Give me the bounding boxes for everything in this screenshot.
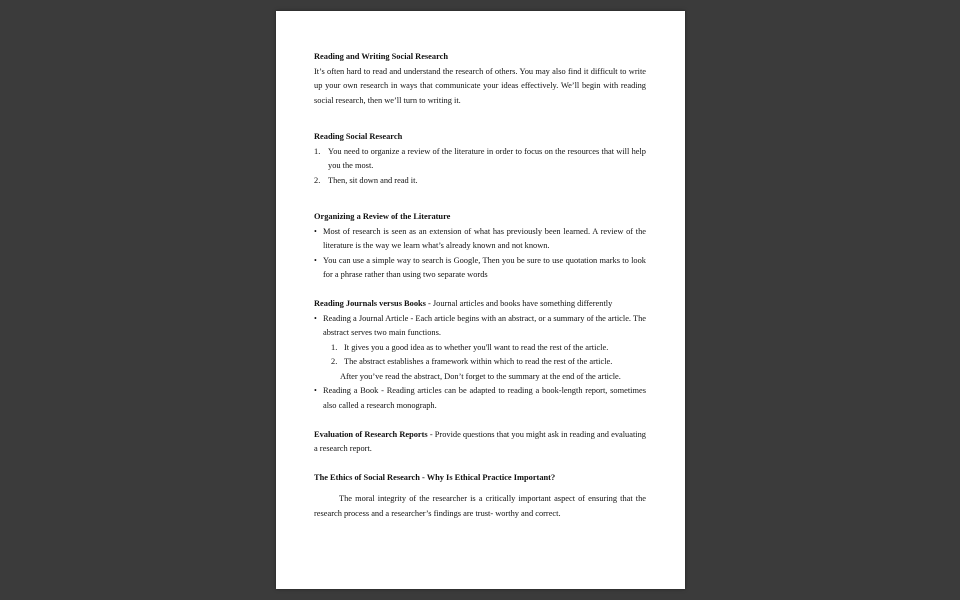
- list-item-text: Reading a Journal Article - Each article begins with an abstract, or a summary of the article. The abstract serves two main functions.: [323, 313, 646, 337]
- document-page: [276, 11, 685, 589]
- list-item: [314, 254, 646, 283]
- section-heading: Organizing a Review of the Literature: [314, 212, 451, 221]
- paragraph: It’s often hard to read and understand the research of others. You may also find it difficult to write up your own research in ways that communicate your ideas effectively. We’ll begin with reading social research, then we’ll turn to writing it.: [314, 66, 646, 105]
- list-item: [327, 355, 646, 370]
- section-heading: Evaluation of Research Reports: [314, 429, 428, 439]
- bullet-icon: •: [314, 226, 317, 236]
- paragraph: The moral integrity of the researcher is a critically important aspect of ensuring that the research process and a researcher’s findings are trust- worthy and correct.: [314, 493, 646, 518]
- section-heading: Reading Journals versus Books: [314, 299, 426, 308]
- list-item-text: It gives you a good idea as to whether you'll want to read the rest of the article.: [344, 342, 609, 352]
- list-item-text: Then, sit down and read it.: [328, 175, 418, 185]
- section-heading: The Ethics of Social Research - Why Is Ethical Practice Important?: [314, 473, 556, 482]
- bullet-list: [314, 225, 646, 283]
- list-item: [327, 341, 646, 356]
- heading-description: - Journal articles and books have something differently: [425, 299, 613, 308]
- list-number: 2.: [331, 357, 338, 366]
- bullet-icon: •: [314, 386, 317, 395]
- bullet-list: [314, 312, 646, 414]
- numbered-list: [314, 145, 646, 189]
- list-item-text: Reading a Book - Reading articles can be adapted to reading a book-length report, sometimes also called a research monograph.: [323, 386, 646, 410]
- list-item: [314, 384, 646, 413]
- list-number: 1.: [314, 146, 321, 156]
- list-item-text: Most of research is seen as an extension of what has previously been learned. A review of the literature is the way we learn what’s already known and not known.: [323, 226, 646, 250]
- list-item-text: You need to organize a review of the literature in order to focus on the resources that will help you the most.: [328, 146, 646, 170]
- section-heading: Reading Social Research: [314, 132, 403, 141]
- section-heading-line: [314, 428, 646, 457]
- list-item: [314, 145, 646, 174]
- numbered-sublist: [323, 341, 646, 370]
- list-number: 2.: [314, 175, 321, 185]
- page-content: [314, 50, 646, 522]
- list-item-text: You can use a simple way to search is Google, Then you be sure to use quotation marks to look for a phrase rather than using two separate words: [323, 255, 646, 279]
- section-heading-line: [314, 297, 646, 312]
- list-item: [314, 225, 646, 254]
- list-item: [314, 312, 646, 385]
- note-line: After you’ve read the abstract, Don’t forget to the summary at the end of the article.: [340, 371, 621, 381]
- section-heading: Reading and Writing Social Research: [314, 52, 449, 61]
- list-item-text: The abstract establishes a framework within which to read the rest of the article.: [344, 357, 613, 366]
- list-item: [314, 174, 646, 189]
- list-number: 1.: [331, 342, 338, 352]
- bullet-icon: •: [314, 313, 317, 323]
- heading-description: - Provide questions that you might ask in reading and evaluating a research report.: [314, 429, 646, 453]
- bullet-icon: •: [314, 255, 317, 265]
